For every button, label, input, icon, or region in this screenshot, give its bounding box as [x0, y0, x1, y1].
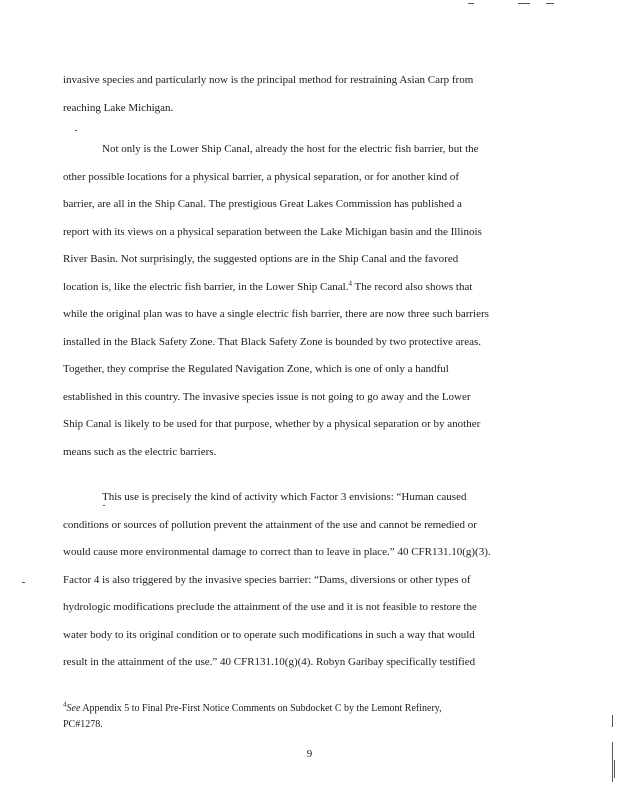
- text-line: This use is precisely the kind of activity which Factor 3 envisions: “Human caused: [102, 491, 467, 503]
- paragraph-1: [63, 67, 533, 122]
- text-line: Together, they comprise the Regulated Navigation Zone, which is one of only a handful: [63, 363, 449, 375]
- paragraph-3: [63, 484, 533, 677]
- text-line: report with its views on a physical separation between the Lake Michigan basin and the Illinois: [63, 225, 482, 238]
- scan-artifact: [612, 715, 613, 727]
- text-line: while the original plan was to have a single electric fish barrier, there are now three such barriers: [63, 308, 489, 320]
- text-line: barrier, are all in the Ship Canal. The prestigious Great Lakes Commission has published a: [63, 198, 462, 210]
- scan-artifact: [612, 742, 613, 782]
- text-line: Not only is the Lower Ship Canal, already the host for the electric fish barrier, but the: [102, 143, 479, 155]
- text-line: conditions or sources of pollution prevent the attainment of the use and cannot be remedied or: [63, 518, 477, 531]
- footnote-reference[interactable]: 4: [348, 278, 352, 287]
- text-line: established in this country. The invasive species issue is not going to go away and the Lower: [63, 390, 471, 403]
- text-segment: location is, like the electric fish barrier, in the Lower Ship Canal.: [63, 280, 349, 293]
- scan-artifact: [518, 3, 530, 4]
- text-line: other possible locations for a physical barrier, a physical separation, or for another kind of: [63, 170, 460, 183]
- text-line: River Basin. Not surprisingly, the suggested options are in the Ship Canal and the favored: [63, 253, 459, 265]
- text-line: Ship Canal is likely to be used for that purpose, whether by a physical separation or by another: [63, 418, 481, 430]
- scan-artifact: [468, 3, 474, 4]
- paragraph-2: [63, 136, 533, 466]
- text-line: means such as the electric barriers.: [63, 445, 217, 458]
- footnote-text: Appendix 5 to Final Pre-First Notice Comments on Subdocket C by the Lemont Refinery,: [80, 703, 442, 714]
- text-line: reaching Lake Michigan.: [63, 101, 174, 114]
- scan-artifact: [614, 760, 615, 778]
- footnote-see: See: [66, 703, 81, 714]
- text-line: hydrologic modifications preclude the attainment of the use and it is not feasible to restore the: [63, 601, 477, 613]
- footnote-line: PC#1278.: [63, 719, 103, 730]
- scan-artifact: [75, 130, 77, 131]
- scan-artifact: [546, 3, 554, 4]
- page-number: 9: [306, 748, 313, 760]
- scan-artifact: [103, 505, 105, 506]
- footnote-number: 4: [63, 700, 67, 709]
- text-line-with-footnote: [63, 274, 533, 302]
- footnote: [63, 701, 533, 733]
- text-line: installed in the Black Safety Zone. That Black Safety Zone is bounded by two protective areas.: [63, 335, 481, 348]
- text-line: would cause more environmental damage to correct than to leave in place.” 40 CFR131.10(g)(3).: [63, 546, 491, 558]
- text-line: Factor 4 is also triggered by the invasive species barrier: “Dams, diversions or other types of: [63, 573, 471, 586]
- text-line: invasive species and particularly now is the principal method for restraining Asian Carp from: [63, 74, 474, 86]
- text-line: water body to its original condition or to operate such modifications in such a way that would: [63, 628, 475, 641]
- footnote-line: [63, 701, 533, 717]
- text-segment: The record also shows that: [351, 280, 473, 293]
- text-line: result in the attainment of the use.” 40 CFR131.10(g)(4). Robyn Garibay specifically testified: [63, 656, 476, 668]
- scan-artifact: [22, 582, 25, 583]
